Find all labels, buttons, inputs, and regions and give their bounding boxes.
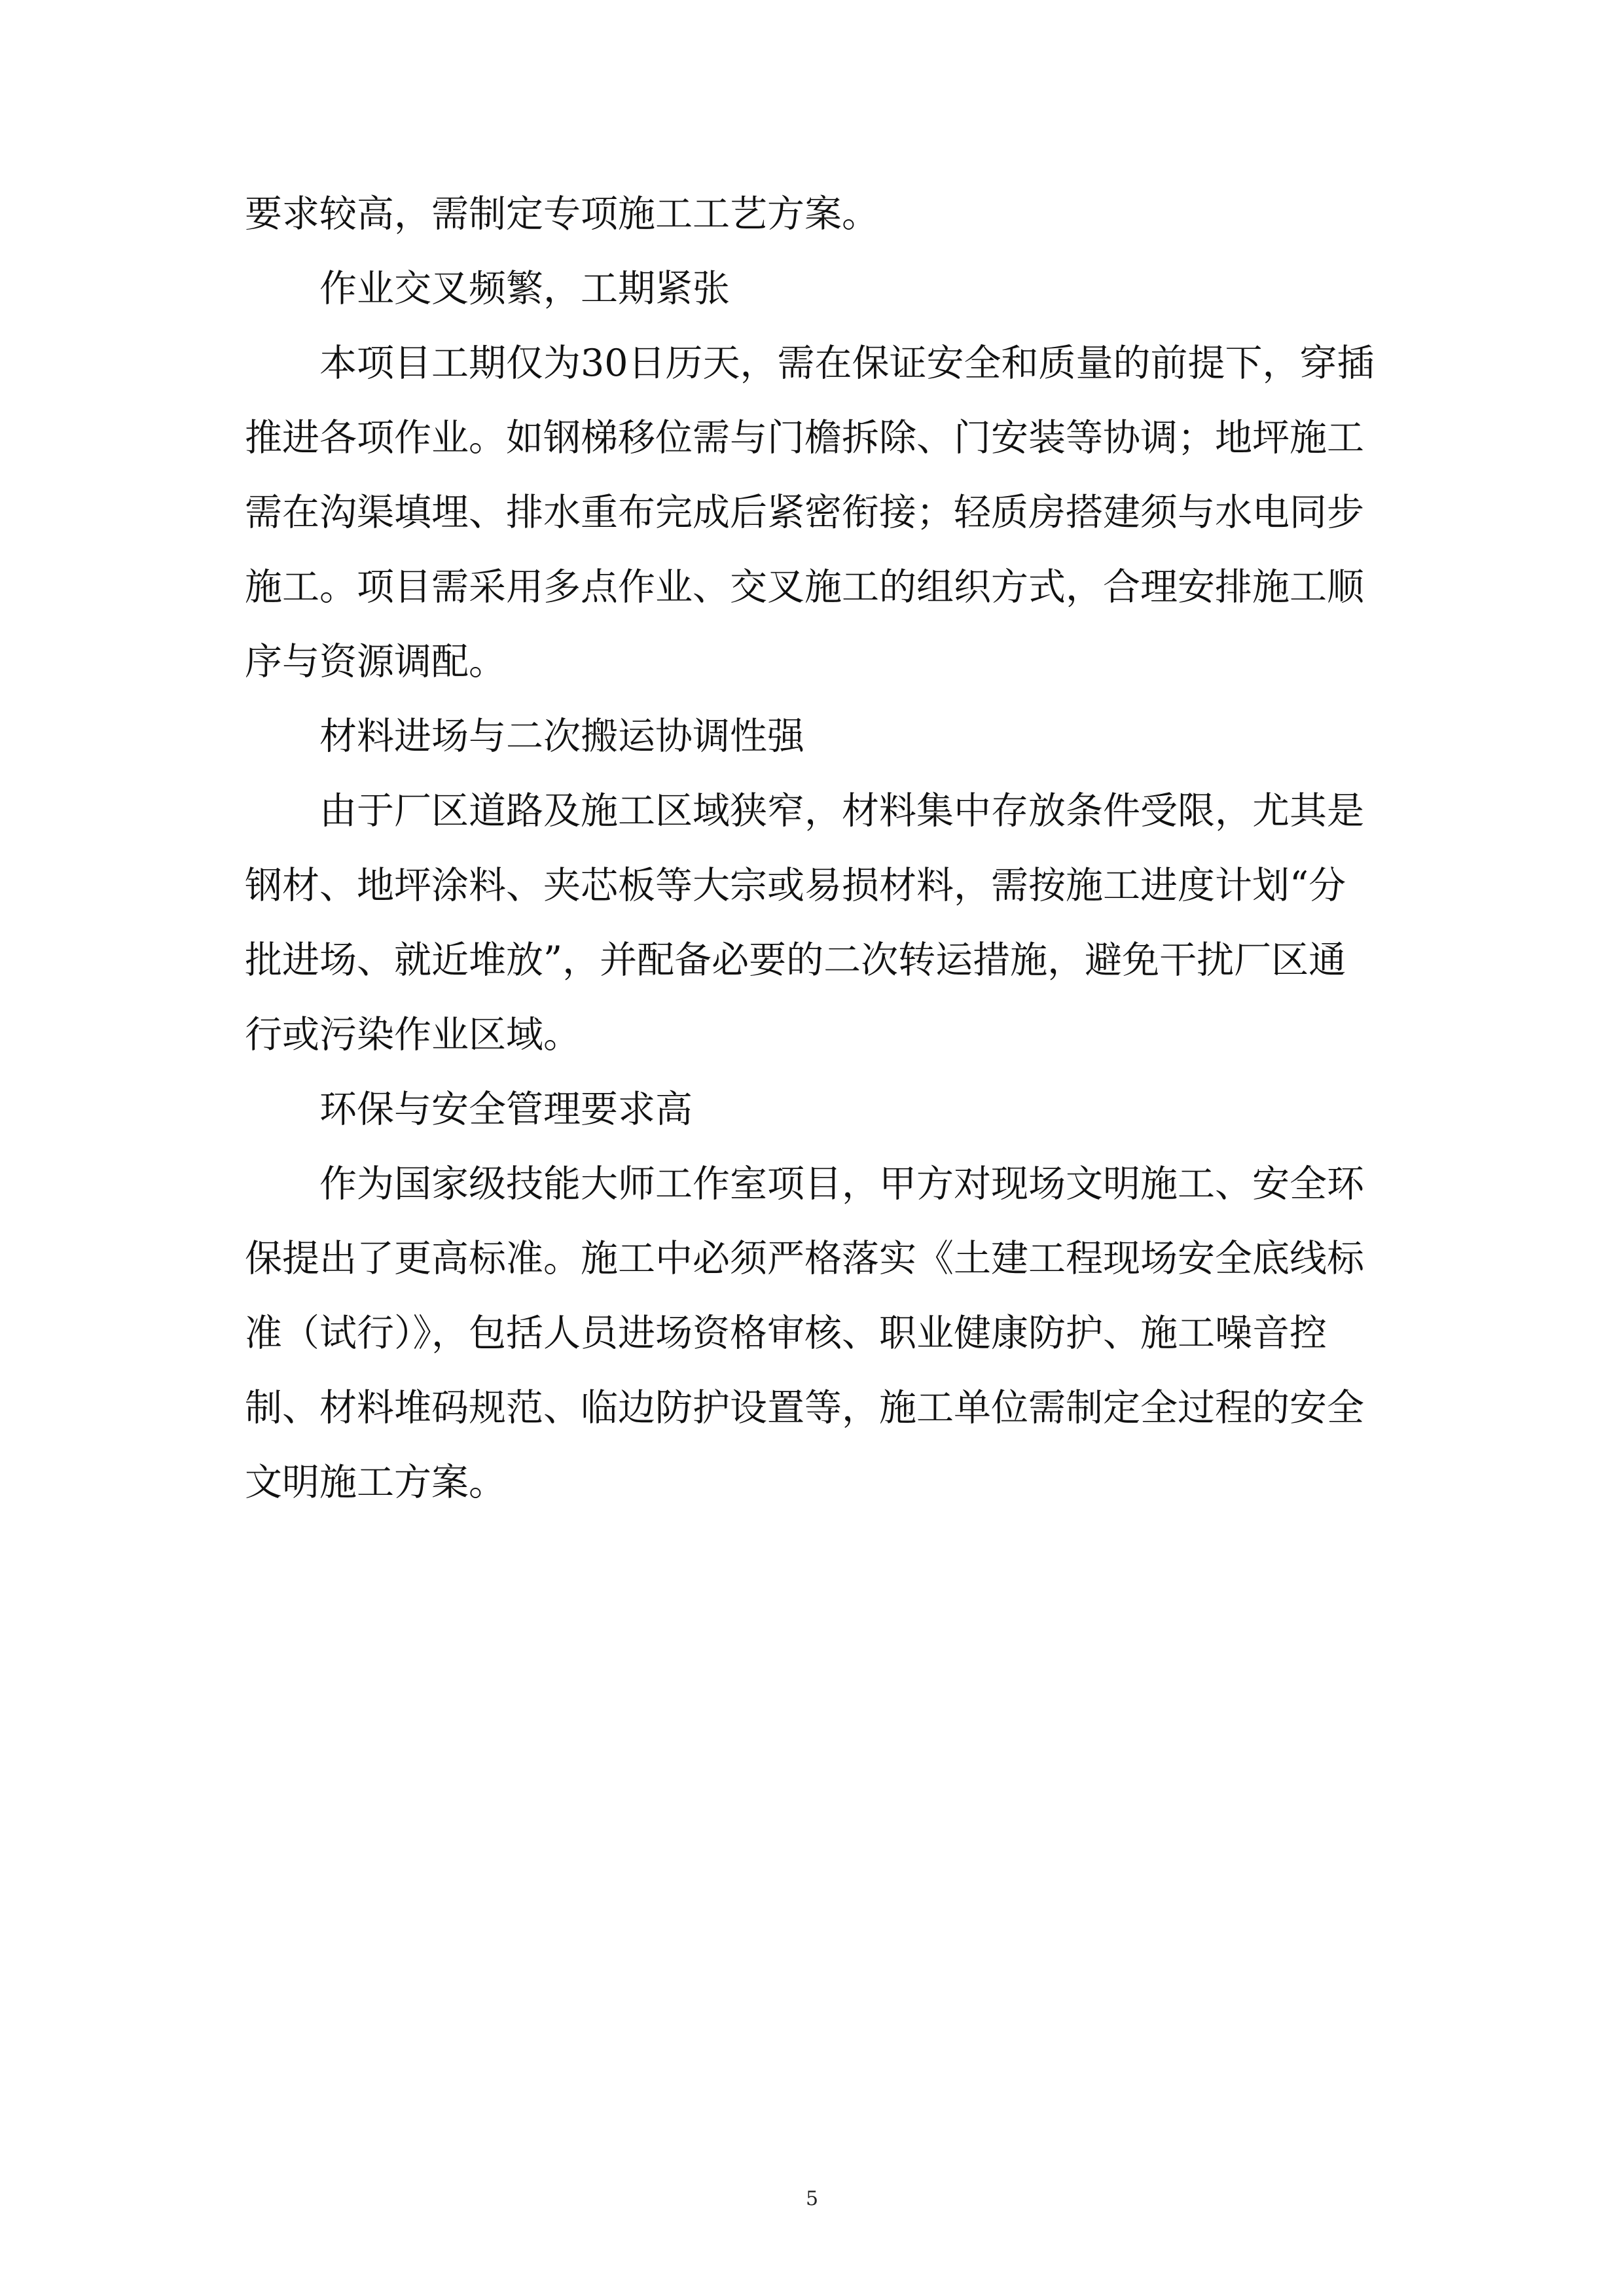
paragraph-line: 序与资源调配。	[245, 640, 506, 683]
paragraph-line: 施工。项目需采用多点作业、交叉施工的组织方式，合理安排施工顺	[245, 565, 1364, 609]
document-body	[245, 177, 1384, 1520]
paragraph-line: 制、材料堆码规范、临边防护设置等，施工单位需制定全过程的安全	[245, 1386, 1364, 1429]
paragraph-line: 保提出了更高标准。施工中必须严格落实《土建工程现场安全底线标	[245, 1237, 1364, 1280]
paragraph-line: 推进各项作业。如钢梯移位需与门檐拆除、门安装等协调；地坪施工	[245, 416, 1364, 459]
paragraph-line: 本项目工期仅为30日历天，需在保证安全和质量的前提下，穿插	[319, 342, 1375, 385]
section-heading: 环保与安全管理要求高	[319, 1088, 693, 1131]
paragraph-line: 文明施工方案。	[245, 1461, 506, 1504]
paragraph-line: 准（试行）》，包括人员进场资格审核、职业健康防护、施工噪音控	[245, 1312, 1327, 1355]
paragraph-line: 要求较高，需制定专项施工工艺方案。	[245, 192, 879, 236]
paragraph-line: 由于厂区道路及施工区域狭窄，材料集中存放条件受限，尤其是	[319, 789, 1364, 833]
page-number: 5	[805, 2187, 819, 2210]
paragraph-line: 行或污染作业区域。	[245, 1013, 581, 1056]
section-heading: 材料进场与二次搬运协调性强	[319, 715, 804, 758]
paragraph-line: 作为国家级技能大师工作室项目，甲方对现场文明施工、安全环	[319, 1162, 1364, 1206]
paragraph-line: 需在沟渠填埋、排水重布完成后紧密衔接；轻质房搭建须与水电同步	[245, 491, 1364, 534]
paragraph-line: 钢材、地坪涂料、夹芯板等大宗或易损材料，需按施工进度计划“分	[245, 864, 1346, 907]
paragraph-line: 批进场、就近堆放”，并配备必要的二次转运措施，避免干扰厂区通	[245, 939, 1346, 982]
section-heading: 作业交叉频繁，工期紧张	[319, 267, 730, 310]
